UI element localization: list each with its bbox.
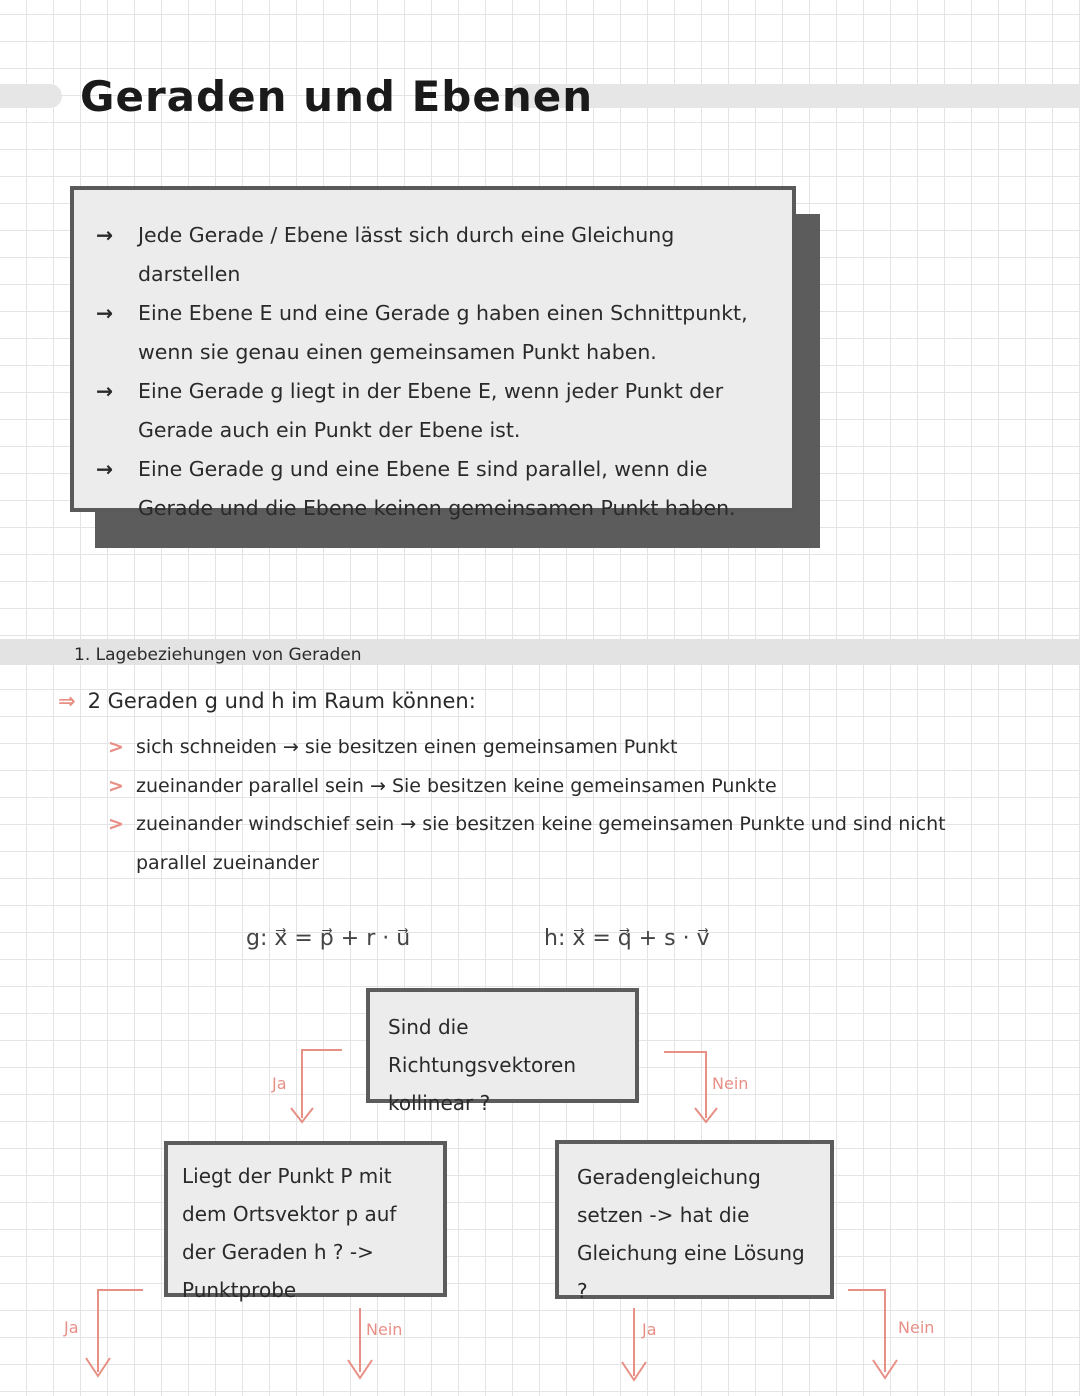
flow-box-punktprobe: Liegt der Punkt P mit dem Ortsvektor p auf der Geraden h ? -> Punktprobe [164,1141,447,1297]
arrow-nein-right [848,1290,885,1372]
relation-item-text: zueinander windschief sein → sie besitzen keine gemeinsamen Punkte und sind nicht parallel zueinander [136,813,946,874]
label-nein-top: Nein [712,1074,749,1093]
label-nein-right: Nein [898,1318,935,1337]
chevron-right-icon: > [108,736,124,758]
info-item-text: Eine Gerade g und eine Ebene E sind parallel, wenn die Gerade und die Ebene keinen gemeinsamen Punkt haben. [138,457,736,520]
info-item-text: Jede Gerade / Ebene lässt sich durch eine Gleichung darstellen [138,223,675,286]
equation-g: g: x⃗ = p⃗ + r · u⃗ [246,926,411,951]
arrow-ja-left [98,1290,143,1372]
label-ja-left: Ja [64,1318,79,1337]
chevron-right-icon: > [108,774,124,797]
label-ja-right: Ja [642,1320,657,1339]
arrow-icon: → [96,457,114,481]
page-title: Geraden und Ebenen [80,72,594,121]
equation-h: h: x⃗ = q⃗ + s · v⃗ [544,926,710,951]
flow-box-gleichsetzen: Geradengleichung setzen -> hat die Gleichung eine Lösung ? [555,1140,834,1299]
label-nein-mid: Nein [366,1320,403,1339]
section-lead-text: 2 Geraden g und h im Raum können: [87,689,476,713]
arrow-icon: → [96,301,114,325]
arrow-ja-top [302,1050,342,1118]
arrow-icon: → [96,223,114,247]
flow-box-collinear: Sind die Richtungsvektoren kollinear ? [366,988,639,1103]
relation-item-text: sich schneiden → sie besitzen einen gemeinsamen Punkt [136,736,678,758]
arrow-nein-top [664,1052,706,1118]
double-arrow-icon: ⇒ [58,689,76,713]
info-item-text: Eine Gerade g liegt in der Ebene E, wenn jeder Punkt der Gerade auch ein Punkt der Ebene ist. [138,379,724,442]
label-ja-top: Ja [272,1074,287,1093]
chevron-right-icon: > [108,813,124,835]
section-title: 1. Lagebeziehungen von Geraden [74,645,362,665]
arrow-icon: → [96,379,114,403]
info-item-text: Eine Ebene E und eine Gerade g haben einen Schnittpunkt, wenn sie genau einen gemeinsamen Punkt haben. [138,301,748,364]
relation-item-text: zueinander parallel sein → Sie besitzen keine gemeinsamen Punkte [136,774,777,797]
